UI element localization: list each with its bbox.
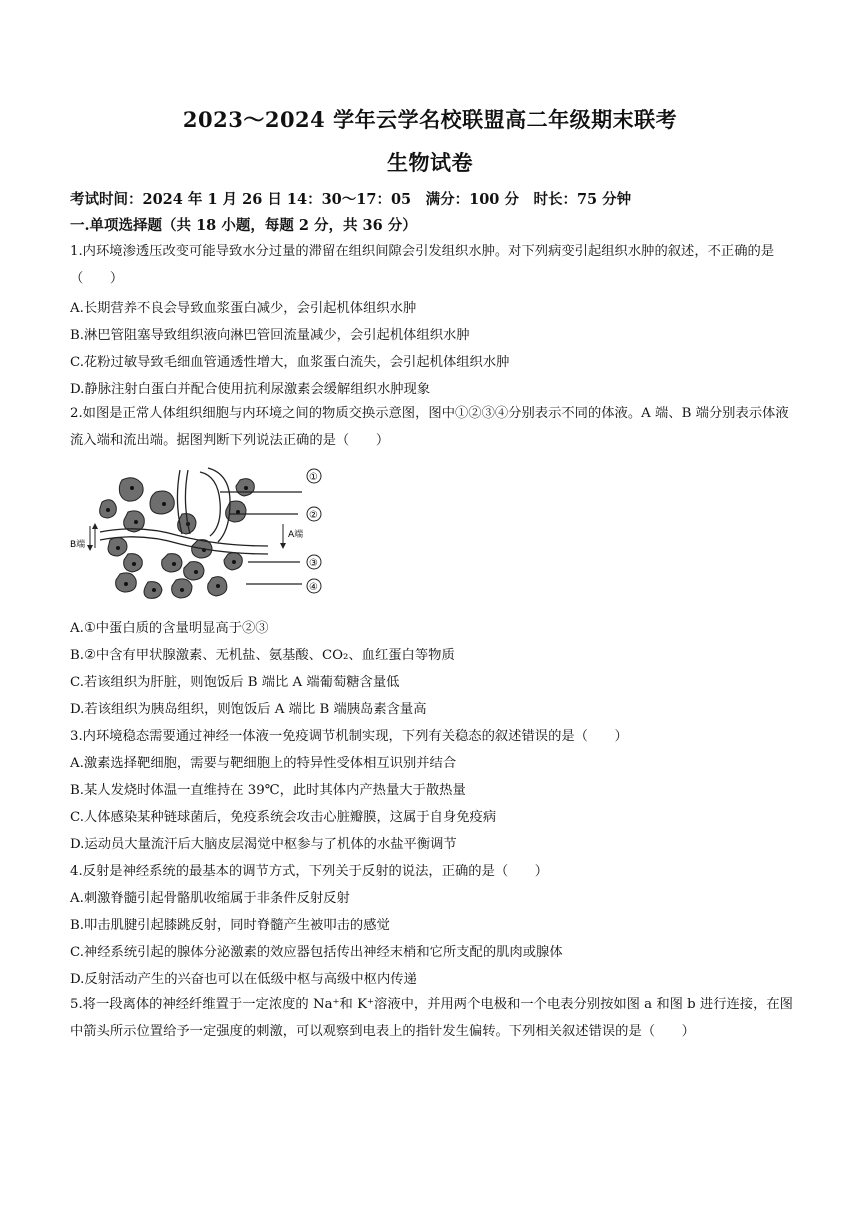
question-4-stem: 4.反射是神经系统的最基本的调节方式，下列关于反射的说法，正确的是（ ）	[70, 864, 549, 879]
question-2-option-d: D.若该组织为胰岛组织，则饱饭后 A 端比 B 端胰岛素含量高	[70, 702, 427, 717]
section-heading: 一.单项选择题（共 18 小题，每题 2 分，共 36 分）	[70, 217, 417, 234]
question-2-option-c: C.若该组织为肝脏，则饱饭后 B 端比 A 端葡萄糖含量低	[70, 675, 400, 690]
question-4-option-c: C.神经系统引起的腺体分泌激素的效应器包括传出神经末梢和它所支配的肌肉或腺体	[70, 945, 563, 960]
question-3-option-b: B.某人发烧时体温一直维持在 39℃，此时其体内产热量大于散热量	[70, 783, 466, 798]
question-3-option-a: A.激素选择靶细胞，需要与靶细胞上的特异性受体相互识别并结合	[70, 756, 457, 771]
question-1-option-c: C.花粉过敏导致毛细血管通透性增大，血浆蛋白流失，会引起机体组织水肿	[70, 355, 510, 370]
exam-info: 考试时间：2024 年 1 月 26 日 14：30～17：05 满分：100 分 时长：75 分钟	[70, 191, 632, 208]
a-end-label: A端	[288, 530, 304, 540]
question-4-option-b: B.叩击肌腱引起膝跳反射，同时脊髓产生被叩击的感觉	[70, 918, 390, 933]
question-1-option-a: A.长期营养不良会导致血浆蛋白减少，会引起机体组织水肿	[70, 301, 417, 316]
number-markers	[307, 469, 321, 593]
question-2-option-a: A.①中蛋白质的含量明显高于②③	[70, 621, 269, 636]
question-4-option-d: D.反射活动产生的兴奋也可以在低级中枢与高级中枢内传递	[70, 972, 417, 987]
question-1-option-d: D.静脉注射白蛋白并配合使用抗利尿激素会缓解组织水肿现象	[70, 382, 431, 397]
question-1-stem: 1.内环境渗透压改变可能导致水分过量的滞留在组织间隙会引发组织水肿。对下列病变引起组织水肿的叙述，不正确的是（ ）	[70, 244, 775, 286]
label-1: ①	[309, 472, 318, 483]
label-2: ②	[309, 510, 318, 521]
question-3-option-d: D.运动员大量流汗后大脑皮层渴觉中枢参与了机体的水盐平衡调节	[70, 837, 457, 852]
question-2-option-b: B.②中含有甲状腺激素、无机盐、氨基酸、CO₂、血红蛋白等物质	[70, 648, 455, 663]
b-end-label: B端	[70, 540, 86, 550]
question-5-stem: 5.将一段离体的神经纤维置于一定浓度的 Na⁺和 K⁺溶液中，并用两个电极和一个电表分别按如图 a 和图 b 进行连接，在图中箭头所示位置给予一定强度的刺激，可以观察到电表上的指针发生偏转。下列相关叙述错误的是（ ）	[70, 997, 793, 1039]
label-4: ④	[309, 582, 318, 593]
question-1-option-b: B.淋巴管阻塞导致组织液向淋巴管回流量减少，会引起机体组织水肿	[70, 328, 470, 343]
tissue-exchange-diagram	[70, 462, 330, 604]
question-3-option-c: C.人体感染某种链球菌后，免疫系统会攻击心脏瓣膜，这属于自身免疫病	[70, 810, 497, 825]
question-4-option-a: A.刺激脊髓引起骨骼肌收缩属于非条件反射反射	[70, 891, 350, 906]
exam-subtitle: 生物试卷	[387, 150, 473, 175]
label-3: ③	[309, 558, 318, 569]
exam-title: 2023～2024 学年云学名校联盟高二年级期末联考	[182, 107, 678, 132]
question-3-stem: 3.内环境稳态需要通过神经一体液一免疫调节机制实现，下列有关稳态的叙述错误的是（ ）	[70, 729, 628, 744]
question-2-stem: 2.如图是正常人体组织细胞与内环境之间的物质交换示意图，图中①②③④分别表示不同的体液。A 端、B 端分别表示体液流入端和流出端。据图判断下列说法正确的是（ ）	[70, 406, 789, 448]
